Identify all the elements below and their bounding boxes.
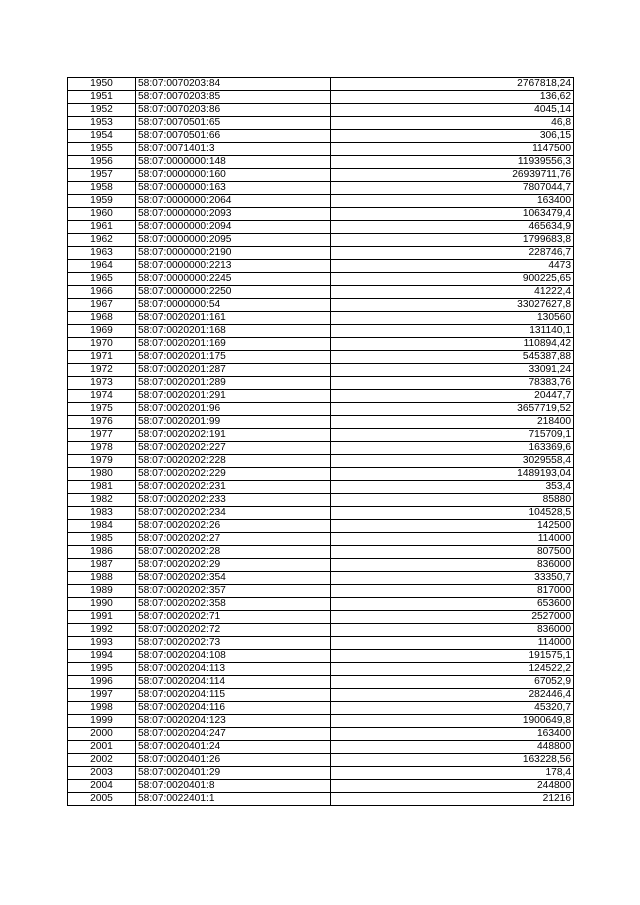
cadastral-number-cell: 58:07:0000000:2094 [136,221,331,234]
row-number-cell: 1965 [68,273,136,286]
row-number-cell: 1981 [68,481,136,494]
row-number-cell: 1956 [68,156,136,169]
cadastral-number-cell: 58:07:0020202:72 [136,624,331,637]
row-number-cell: 1990 [68,598,136,611]
row-number-cell: 1967 [68,299,136,312]
table-row [68,442,574,455]
row-number-cell: 1979 [68,455,136,468]
cadastral-number-cell: 58:07:0020204:113 [136,663,331,676]
table-row [68,364,574,377]
table-row [68,468,574,481]
cadastral-value-cell: 67052,9 [331,676,574,689]
row-number-cell: 1955 [68,143,136,156]
cadastral-value-cell: 3029558,4 [331,455,574,468]
cadastral-value-table [67,77,574,806]
row-number-cell: 1998 [68,702,136,715]
cadastral-value-cell: 131140,1 [331,325,574,338]
table-row [68,702,574,715]
row-number-cell: 1968 [68,312,136,325]
cadastral-number-cell: 58:07:0020202:71 [136,611,331,624]
cadastral-number-cell: 58:07:0000000:148 [136,156,331,169]
cadastral-value-cell: 104528,5 [331,507,574,520]
table-row [68,221,574,234]
table-row [68,507,574,520]
row-number-cell: 1983 [68,507,136,520]
table-body [68,78,574,806]
row-number-cell: 1986 [68,546,136,559]
cadastral-value-cell: 78383,76 [331,377,574,390]
cadastral-value-cell: 26939711,76 [331,169,574,182]
cadastral-value-cell: 33027627,8 [331,299,574,312]
row-number-cell: 1963 [68,247,136,260]
cadastral-number-cell: 58:07:0020202:229 [136,468,331,481]
cadastral-number-cell: 58:07:0020201:161 [136,312,331,325]
table-row [68,624,574,637]
row-number-cell: 2004 [68,780,136,793]
table-row [68,403,574,416]
row-number-cell: 1969 [68,325,136,338]
table-row [68,286,574,299]
table-row [68,130,574,143]
cadastral-value-cell: 817000 [331,585,574,598]
cadastral-value-cell: 21216 [331,793,574,806]
row-number-cell: 1985 [68,533,136,546]
row-number-cell: 1971 [68,351,136,364]
row-number-cell: 1973 [68,377,136,390]
table-row [68,390,574,403]
table-row [68,338,574,351]
cadastral-value-cell: 7807044,7 [331,182,574,195]
cadastral-value-cell: 3657719,52 [331,403,574,416]
row-number-cell: 1960 [68,208,136,221]
row-number-cell: 1995 [68,663,136,676]
table-row [68,650,574,663]
cadastral-number-cell: 58:07:0000000:2190 [136,247,331,260]
cadastral-value-cell: 2767818,24 [331,78,574,91]
row-number-cell: 1970 [68,338,136,351]
table-row [68,767,574,780]
cadastral-value-cell: 163369,6 [331,442,574,455]
table-row [68,455,574,468]
table-row [68,611,574,624]
cadastral-value-cell: 130560 [331,312,574,325]
cadastral-number-cell: 58:07:0000000:2093 [136,208,331,221]
cadastral-value-cell: 244800 [331,780,574,793]
table-row [68,377,574,390]
table-row [68,91,574,104]
row-number-cell: 1999 [68,715,136,728]
cadastral-value-cell: 20447,7 [331,390,574,403]
cadastral-number-cell: 58:07:0020202:26 [136,520,331,533]
cadastral-number-cell: 58:07:0020201:169 [136,338,331,351]
row-number-cell: 1980 [68,468,136,481]
cadastral-value-cell: 163228,56 [331,754,574,767]
cadastral-number-cell: 58:07:0020202:227 [136,442,331,455]
cadastral-value-cell: 191575,1 [331,650,574,663]
cadastral-number-cell: 58:07:0020204:116 [136,702,331,715]
table-row [68,351,574,364]
row-number-cell: 1958 [68,182,136,195]
cadastral-number-cell: 58:07:0020202:191 [136,429,331,442]
cadastral-number-cell: 58:07:0020202:28 [136,546,331,559]
cadastral-value-cell: 2527000 [331,611,574,624]
cadastral-value-cell: 163400 [331,195,574,208]
table-row [68,520,574,533]
cadastral-value-cell: 33091,24 [331,364,574,377]
cadastral-number-cell: 58:07:0020202:29 [136,559,331,572]
table-row [68,208,574,221]
table-row [68,572,574,585]
row-number-cell: 1984 [68,520,136,533]
cadastral-value-cell: 836000 [331,624,574,637]
row-number-cell: 1950 [68,78,136,91]
cadastral-value-cell: 136,62 [331,91,574,104]
table-row [68,728,574,741]
table-row [68,533,574,546]
cadastral-value-cell: 41222,4 [331,286,574,299]
cadastral-number-cell: 58:07:0020204:247 [136,728,331,741]
row-number-cell: 1997 [68,689,136,702]
row-number-cell: 1966 [68,286,136,299]
table-row [68,169,574,182]
row-number-cell: 1991 [68,611,136,624]
row-number-cell: 1961 [68,221,136,234]
row-number-cell: 1976 [68,416,136,429]
table-row [68,195,574,208]
cadastral-number-cell: 58:07:0000000:2245 [136,273,331,286]
cadastral-number-cell: 58:07:0020201:168 [136,325,331,338]
cadastral-number-cell: 58:07:0020202:358 [136,598,331,611]
cadastral-number-cell: 58:07:0020204:108 [136,650,331,663]
table-row [68,676,574,689]
cadastral-number-cell: 58:07:0020204:123 [136,715,331,728]
cadastral-value-cell: 218400 [331,416,574,429]
table-row [68,429,574,442]
cadastral-value-cell: 1147500 [331,143,574,156]
row-number-cell: 1953 [68,117,136,130]
cadastral-number-cell: 58:07:0020202:357 [136,585,331,598]
cadastral-value-cell: 715709,1 [331,429,574,442]
row-number-cell: 2003 [68,767,136,780]
cadastral-number-cell: 58:07:0020204:115 [136,689,331,702]
cadastral-number-cell: 58:07:0022401:1 [136,793,331,806]
row-number-cell: 1989 [68,585,136,598]
row-number-cell: 1964 [68,260,136,273]
row-number-cell: 1975 [68,403,136,416]
cadastral-value-cell: 282446,4 [331,689,574,702]
table-row [68,637,574,650]
row-number-cell: 2005 [68,793,136,806]
cadastral-number-cell: 58:07:0020401:8 [136,780,331,793]
cadastral-number-cell: 58:07:0020204:114 [136,676,331,689]
table-row [68,780,574,793]
cadastral-number-cell: 58:07:0070501:65 [136,117,331,130]
cadastral-value-cell: 228746,7 [331,247,574,260]
cadastral-number-cell: 58:07:0000000:163 [136,182,331,195]
cadastral-number-cell: 58:07:0000000:160 [136,169,331,182]
cadastral-value-cell: 46,8 [331,117,574,130]
cadastral-number-cell: 58:07:0020201:99 [136,416,331,429]
cadastral-value-cell: 836000 [331,559,574,572]
cadastral-number-cell: 58:07:0070203:85 [136,91,331,104]
cadastral-value-cell: 11939556,3 [331,156,574,169]
cadastral-value-cell: 353,4 [331,481,574,494]
cadastral-number-cell: 58:07:0020201:175 [136,351,331,364]
cadastral-value-cell: 33350,7 [331,572,574,585]
row-number-cell: 1974 [68,390,136,403]
cadastral-number-cell: 58:07:0020401:24 [136,741,331,754]
cadastral-number-cell: 58:07:0020201:289 [136,377,331,390]
cadastral-number-cell: 58:07:0020202:234 [136,507,331,520]
row-number-cell: 1992 [68,624,136,637]
cadastral-number-cell: 58:07:0000000:2095 [136,234,331,247]
row-number-cell: 1977 [68,429,136,442]
cadastral-number-cell: 58:07:0000000:2213 [136,260,331,273]
row-number-cell: 1996 [68,676,136,689]
row-number-cell: 2001 [68,741,136,754]
cadastral-number-cell: 58:07:0070203:86 [136,104,331,117]
cadastral-value-cell: 1900649,8 [331,715,574,728]
table-row [68,182,574,195]
cadastral-number-cell: 58:07:0000000:2064 [136,195,331,208]
cadastral-value-cell: 110894,42 [331,338,574,351]
cadastral-number-cell: 58:07:0000000:54 [136,299,331,312]
table-row [68,494,574,507]
row-number-cell: 2000 [68,728,136,741]
table-row [68,585,574,598]
table-row [68,793,574,806]
table-row [68,559,574,572]
row-number-cell: 1993 [68,637,136,650]
row-number-cell: 1972 [68,364,136,377]
row-number-cell: 1962 [68,234,136,247]
table-row [68,156,574,169]
table-row [68,247,574,260]
row-number-cell: 1957 [68,169,136,182]
table-row [68,598,574,611]
cadastral-number-cell: 58:07:0020401:26 [136,754,331,767]
cadastral-value-cell: 545387,88 [331,351,574,364]
table-row [68,715,574,728]
cadastral-value-cell: 1063479,4 [331,208,574,221]
row-number-cell: 1978 [68,442,136,455]
table-row [68,143,574,156]
cadastral-number-cell: 58:07:0020202:231 [136,481,331,494]
row-number-cell: 1951 [68,91,136,104]
table-row [68,325,574,338]
table-row [68,754,574,767]
cadastral-value-cell: 178,4 [331,767,574,780]
cadastral-value-cell: 163400 [331,728,574,741]
cadastral-value-cell: 1799683,8 [331,234,574,247]
cadastral-value-cell: 114000 [331,533,574,546]
row-number-cell: 1988 [68,572,136,585]
cadastral-number-cell: 58:07:0020202:233 [136,494,331,507]
row-number-cell: 1987 [68,559,136,572]
cadastral-number-cell: 58:07:0020201:96 [136,403,331,416]
cadastral-number-cell: 58:07:0071401:3 [136,143,331,156]
cadastral-value-cell: 448800 [331,741,574,754]
row-number-cell: 1959 [68,195,136,208]
cadastral-number-cell: 58:07:0020401:29 [136,767,331,780]
cadastral-number-cell: 58:07:0000000:2250 [136,286,331,299]
row-number-cell: 1954 [68,130,136,143]
cadastral-number-cell: 58:07:0020202:73 [136,637,331,650]
cadastral-value-cell: 1489193,04 [331,468,574,481]
table-row [68,78,574,91]
table-row [68,689,574,702]
cadastral-value-cell: 142500 [331,520,574,533]
cadastral-value-cell: 4473 [331,260,574,273]
cadastral-number-cell: 58:07:0020201:291 [136,390,331,403]
cadastral-value-cell: 465634,9 [331,221,574,234]
cadastral-value-cell: 807500 [331,546,574,559]
table-row [68,273,574,286]
table-row [68,481,574,494]
table-row [68,741,574,754]
table-row [68,260,574,273]
row-number-cell: 2002 [68,754,136,767]
cadastral-value-cell: 4045,14 [331,104,574,117]
table-row [68,299,574,312]
table-row [68,663,574,676]
table-row [68,104,574,117]
cadastral-value-cell: 124522,2 [331,663,574,676]
cadastral-number-cell: 58:07:0020201:287 [136,364,331,377]
cadastral-value-cell: 45320,7 [331,702,574,715]
cadastral-number-cell: 58:07:0020202:27 [136,533,331,546]
cadastral-value-cell: 306,15 [331,130,574,143]
row-number-cell: 1952 [68,104,136,117]
table-row [68,312,574,325]
table-row [68,117,574,130]
cadastral-number-cell: 58:07:0070203:84 [136,78,331,91]
row-number-cell: 1994 [68,650,136,663]
cadastral-number-cell: 58:07:0020202:354 [136,572,331,585]
cadastral-value-cell: 653600 [331,598,574,611]
table-row [68,416,574,429]
table-row [68,234,574,247]
table-row [68,546,574,559]
cadastral-number-cell: 58:07:0020202:228 [136,455,331,468]
cadastral-value-cell: 114000 [331,637,574,650]
row-number-cell: 1982 [68,494,136,507]
cadastral-value-cell: 900225,65 [331,273,574,286]
cadastral-number-cell: 58:07:0070501:66 [136,130,331,143]
cadastral-value-cell: 85880 [331,494,574,507]
